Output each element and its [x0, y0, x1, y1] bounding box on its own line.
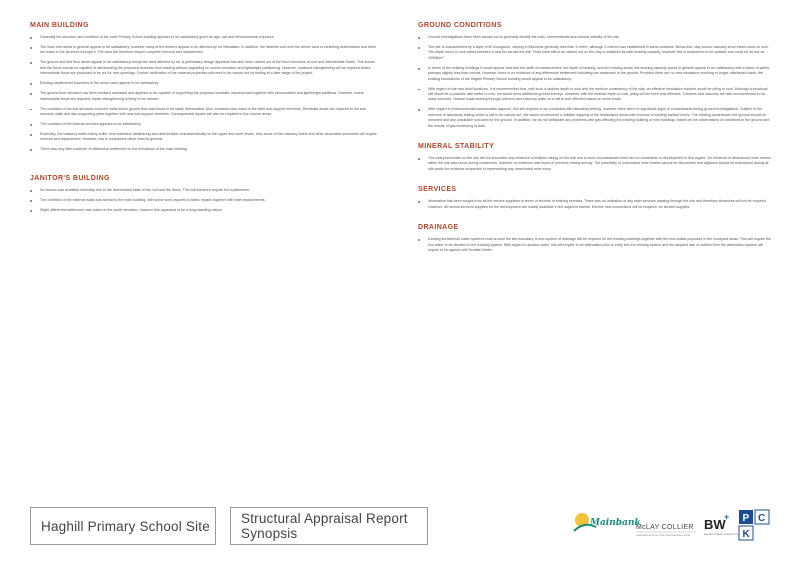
list-item: There was very little evidence of differential settlement on the elevations of the main building.: [30, 147, 380, 152]
ground-conditions-heading: GROUND CONDITIONS: [418, 22, 502, 29]
list-item: The main roof areas in general appear to be satisfactory, however many of the timbers appear to be affected by rot infestation. In addition, the fastener roof over the annex area is exhibiting deterioration and there are leaks to the structure through it. The area will therefore require complete removal and replacement.: [30, 45, 380, 56]
bw-logo: [703, 507, 739, 547]
left-column: [30, 22, 380, 223]
bw-logo-graphic: [703, 507, 739, 547]
services-section: [418, 186, 773, 210]
footer: [30, 507, 770, 547]
bw-logo-subtext: BLACKWOOD WALSH LTD ARCHITECTS: [704, 534, 739, 536]
main-building-list: [30, 35, 380, 153]
list-item: In terms of the existing buildings it would appear that with the width of measurement, the depth of bearing, and the existing strata, the bearing capacity would in general appear to be satisfactory with a factor of safety perhaps slightly less than normal. However, there is no evidence of any differential settlement indicating low weakness in the ground. Provided there are no new elevations resulting in longer-distributed loads, the existing foundations of the Haghill Primary School building would appear to be satisfactory.: [418, 66, 773, 82]
report-title: Structural Appraisal Report Synopsis: [230, 507, 428, 545]
list-item: The condition of the internal services appears to be satisfactory.: [30, 122, 380, 127]
drainage-section: [418, 224, 773, 253]
pck-logo: [738, 507, 770, 547]
list-item: Slight differential settlement was noted on the south elevation, however this appeared to be a long-standing nature.: [30, 208, 380, 213]
mclay-collier-logo-text: McLAY COLLIER: [636, 524, 694, 531]
mineral-stability-heading: MINERAL STABILITY: [418, 143, 495, 151]
ground-conditions-list: [418, 35, 773, 129]
list-item: Generally the structure and condition of the main Primary School building appears to be satisfactory given its age, use and environmental exposure.: [30, 35, 380, 40]
main-building-section: [30, 22, 380, 153]
mclay-collier-logo-subtext: LANDSCAPE ARCHITECTURE ENVIRONMENTAL DESIGN: [636, 535, 691, 537]
mainbank-logo-text: Mainbank: [590, 518, 641, 528]
list-item: No access was available internally due to the deteriorated state of the roof and the floors. This will therefore require full replacement.: [30, 188, 380, 193]
pck-logo-letter-p: P: [742, 513, 750, 524]
list-item: Existing surface/foul water systems exist around the site boundary. A new system of drainage will be required for the existing buildings together with the new builds proposed in the courtyard areas. This will require the foul water to be directed to the existing system. With regard to surface water, this will require to be attenuated prior to entry into the existing system and the adopted rate of outflow from the attenuation system will require to be agreed with Scottish Water.: [418, 237, 773, 253]
drainage-list: [418, 237, 773, 253]
list-item: With regard to environmental/contamination aspects, this still requires to be concluded with laboratory testing, however there were no significant signs of contaminants during ground investigations. Subject to the outcome of laboratory testing which is still to be carried out. We would recommend a suitable capping of the landscaped areas with removal of existing banked levels. The existing stone/brown the ground should be removed and any unsuitable soil used for the ground. In addition, we do not anticipate any problems with gas affecting the existing building or new buildings, based on the observations of conditions in the ground and the results of gas monitoring to date.: [418, 107, 773, 129]
list-item: The ground and first floor areas appear to be satisfactory except the area affected by rot. A preliminary design appraisal has also been carried out of the floor structures at roof and intermediate levels. This shows that the floors should be capable of withstanding the proposed domestic floor loading without upgrading for sound insulation and lightweight partitioning. However, localised strengthening will be required where intermediate floors are proposed to be cut for new openings. Further verification of the material properties will need to be carried out by testing at a later stage of the project.: [30, 60, 380, 76]
list-item: With regard to the new build locations, it is recommended that, with such a shallow depth to rock and the medium consistency of the clay, an effective foundation solution would be piling to rock. Although a structural raft would be a possible alternative to rock, we would need additional ground surveys. However, with the shallow depth to rock, piling will be more cost effective. Columns and masonry are also recommended to be mass concrete. Normal loads bearing through columns and masonry walls on a raft is cost effective based on some loads.: [418, 87, 773, 103]
list-item: Externally, the masonry walls mainly suffer from extensive weathering and deterioration characteristically on the upper and lower levels. Also some of the masonry lintels and other decorative stonework will require removal and replacement. However, this is considered rather than its general.: [30, 132, 380, 143]
list-item: The condition of the sub-structure concrete walls below ground floor was found to be badly deteriorated. Also, corrosion was noted in the steel sub-support elements. Remedial works are required to the sub-structure walls and also supporting piers together with new sub-support elements. Consequential repairs will also be required to the column areas.: [30, 107, 380, 118]
mclay-collier-logo-graphic: [634, 507, 698, 547]
services-heading: SERVICES: [418, 186, 457, 194]
list-item: Ground Investigations have been carried out to generally identify the soils, environmental and mineral stability of the site.: [418, 35, 773, 40]
janitors-building-section: [30, 175, 380, 213]
list-item: The ground floor structure has been similarly assessed and appears to be capable of supporting the proposed domestic imposed load together with demountable and lightweight partitions. However, where intermediate floors are required, repair strengthening is likely to be needed.: [30, 91, 380, 102]
pck-logo-graphic: [738, 507, 770, 547]
main-building-heading: MAIN BUILDING: [30, 22, 89, 29]
drainage-heading: DRAINAGE: [418, 224, 459, 232]
list-item: The rotary boreholes on the site did not encounter any evidence of shallow mining on the site and in such circumstances there are no constraints to development in this regard. No evidence of abandoned mine entries within the site was found during researches, however no evidence was found of previous mining activity. The possibility of unrecorded mine entries cannot be discounted and vigilance should be maintained during all site works for evidence suspected of representing any unrecorded mine entry.: [418, 156, 773, 172]
janitors-building-heading: JANITOR'S BUILDING: [30, 174, 110, 182]
list-item: Existing cantilevered balconies to the annex area appear to be satisfactory.: [30, 81, 380, 86]
pck-logo-letter-c: C: [758, 513, 766, 524]
bw-logo-plus: +: [724, 512, 730, 522]
bw-logo-text: BW: [704, 517, 726, 532]
janitors-building-list: [30, 188, 380, 213]
pck-logo-letter-k: K: [742, 529, 750, 540]
mainbank-logo-graphic: [570, 507, 641, 547]
list-item: The site is characterised by a layer of fill throughout, varying in thickness generally less than 1 metre, although 3 metres was established in some locations. Below this, clay occurs naturally at an extent down to rock. The depth down to rock varies between 6 and 8m across the site. Tests have still to be carried out on the clay to establish its safe bearing capacity, however this is considered to be suitable and could be as low as 100kN/m².: [418, 45, 773, 61]
ground-conditions-section: [418, 22, 773, 129]
mclay-collier-logo: [634, 507, 698, 547]
right-column: [418, 22, 773, 263]
school-title: Haghill Primary School Site: [30, 507, 216, 545]
mineral-stability-list: [418, 156, 773, 172]
mainbank-logo: [570, 507, 641, 547]
list-item: The condition of the external walls was similar to the main building, with some work required to fabric repairs together with lintel replacements.: [30, 198, 380, 203]
mineral-stability-section: [418, 143, 773, 172]
list-item: Information has been sought from all the service suppliers in terms of records of existing services. There was no indication of any main services passing through the site and therefore diversions will not be required. However, all normal services supplies for the development are readily available in the adjacent streets. Electric new connections will be required, for service supplies.: [418, 199, 773, 210]
services-list: [418, 199, 773, 210]
